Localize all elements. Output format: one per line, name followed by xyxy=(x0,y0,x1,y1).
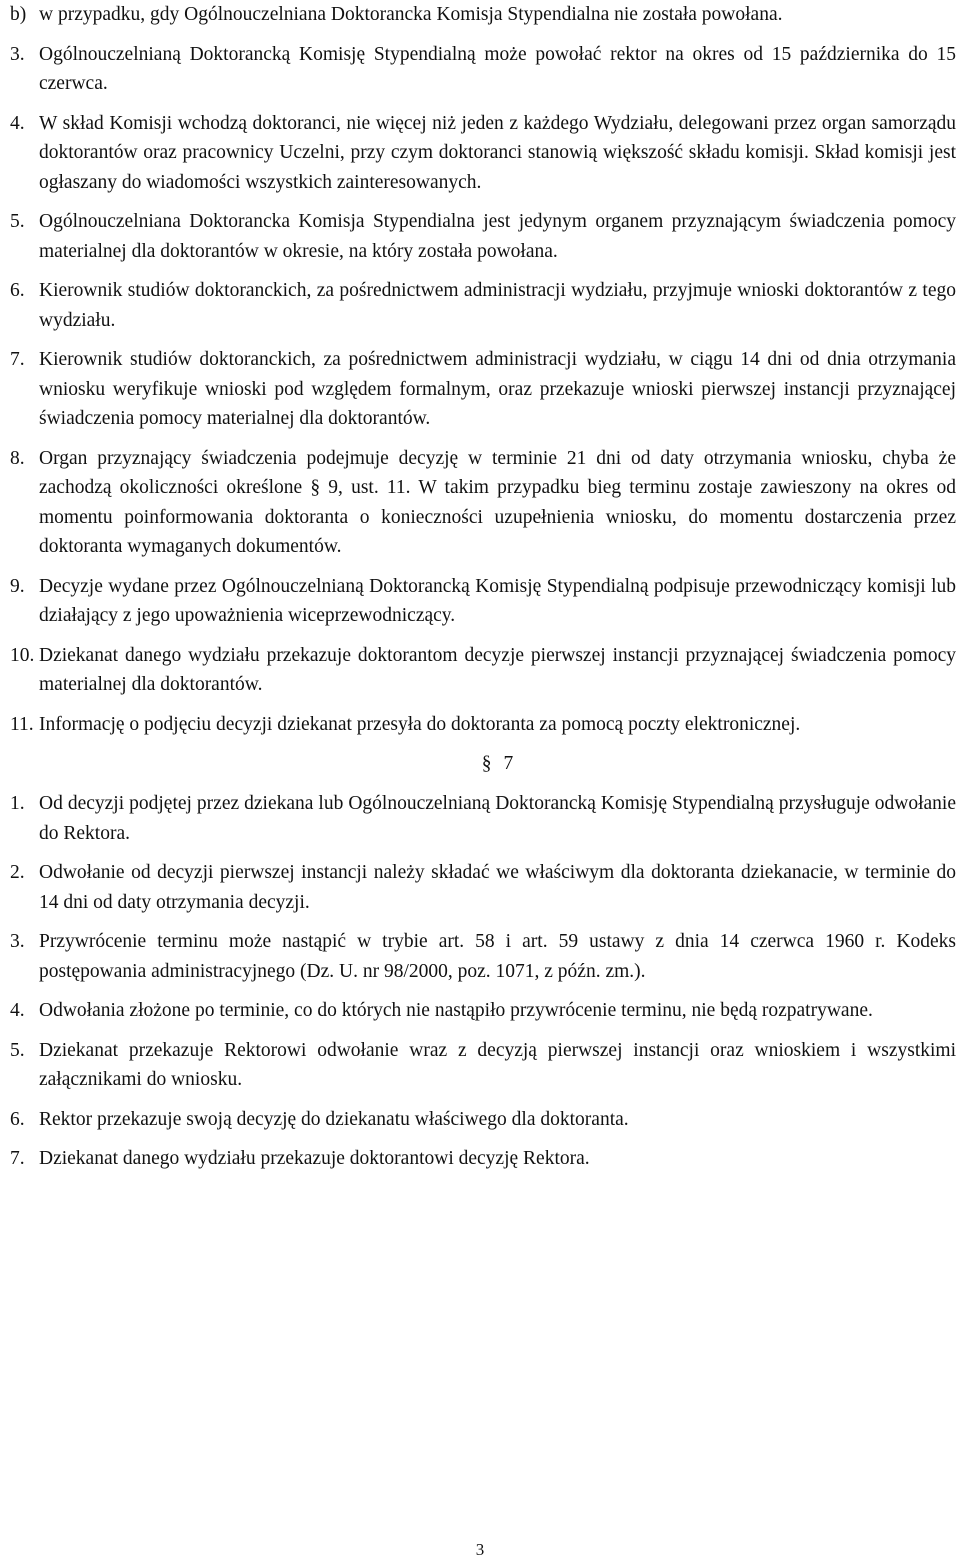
list-item xyxy=(10,444,956,562)
item-text: Ogólnouczelniana Doktorancka Komisja Stypendialna jest jedynym organem przyznającym świadczenia pomocy materialnej dla doktorantów w okresie, na który została powołana. xyxy=(39,211,956,262)
item-text: Kierownik studiów doktoranckich, za pośrednictwem administracji wydziału, w ciągu 14 dni od dnia otrzymania wniosku weryfikuje wnioski pod względem formalnym, oraz przekazuje wnioski pierwszej instancji przyznającej świadczenia pomocy materialnej dla doktorantów. xyxy=(39,349,956,429)
item-text: Przywrócenie terminu może nastąpić w trybie art. 58 i art. 59 ustawy z dnia 14 czerwca 1960 r. Kodeks postępowania administracyjnego (Dz. U. nr 98/2000, poz. 1071, z późn. zm.). xyxy=(39,931,956,982)
item-number: b) xyxy=(10,4,27,25)
item-text: Od decyzji podjętej przez dziekana lub Ogólnouczelnianą Doktorancką Komisję Stypendialną przysługuje odwołanie do Rektora. xyxy=(39,793,956,844)
list-item xyxy=(10,109,956,198)
item-text: Informację o podjęciu decyzji dziekanat przesyła do doktoranta za pomocą poczty elektronicznej. xyxy=(39,713,801,735)
item-number: 9. xyxy=(10,575,25,597)
item-text: Dziekanat danego wydziału przekazuje doktorantowi decyzję Rektora. xyxy=(39,1148,590,1169)
item-number: 4. xyxy=(10,112,25,134)
item-text: W skład Komisji wchodzą doktoranci, nie więcej niż jeden z każdego Wydziału, delegowani przez organ samorządu doktorantów oraz pracownicy Uczelni, przy czym doktoranci stanowią większość składu komisji. Skład komisji jest ogłaszany do wiadomości wszystkich zainteresowanych. xyxy=(39,112,956,193)
item-number: 2. xyxy=(10,862,25,883)
item-number: 5. xyxy=(10,211,25,232)
item-text: Odwołanie od decyzji pierwszej instancji należy składać we właściwym dla doktoranta dziekanacie, w terminie do 14 dni od daty otrzymania decyzji. xyxy=(39,862,956,913)
list-item xyxy=(10,207,956,266)
list-item xyxy=(10,1105,956,1135)
list-item xyxy=(10,927,956,986)
list-item xyxy=(10,276,956,335)
list-item xyxy=(10,572,956,631)
list-item xyxy=(10,858,956,917)
item-number: 8. xyxy=(10,447,25,469)
list-item xyxy=(10,0,956,30)
item-number: 5. xyxy=(10,1039,25,1061)
item-text: Organ przyznający świadczenia podejmuje decyzję w terminie 21 dni od daty otrzymania wniosku, chyba że zachodzą okoliczności określone § 9, ust. 11. W takim przypadku bieg terminu zostaje zawieszony na okres od momentu poinformowania doktoranta o konieczności uzupełnienia wniosku, do momentu dostarczenia przez doktoranta wymaganych dokumentów. xyxy=(39,447,956,557)
page-number: 3 xyxy=(475,1540,485,1559)
list-item xyxy=(10,710,956,740)
item-text: Rektor przekazuje swoją decyzję do dziekanatu właściwego dla doktoranta. xyxy=(39,1108,629,1130)
item-text: Dziekanat danego wydziału przekazuje doktorantom decyzje pierwszej instancji przyznającej świadczenia pomocy materialnej dla doktorantów. xyxy=(39,644,956,695)
item-text: w przypadku, gdy Ogólnouczelniana Doktorancka Komisja Stypendialna nie została powołana. xyxy=(39,4,783,25)
section-symbol: § xyxy=(481,753,492,774)
item-text: Decyzje wydane przez Ogólnouczelnianą Doktorancką Komisję Stypendialną podpisuje przewodniczący komisji lub działający z jego upoważnienia wiceprzewodniczący. xyxy=(39,575,956,626)
item-number: 3. xyxy=(10,931,25,952)
item-text: Odwołania złożone po terminie, co do których nie nastąpiło przywrócenie terminu, nie będą rozpatrywane. xyxy=(39,1000,873,1021)
item-number: 6. xyxy=(10,280,25,301)
list-item xyxy=(10,40,956,99)
section-number: 7 xyxy=(503,753,514,774)
item-number: 11. xyxy=(10,713,34,735)
list-item xyxy=(10,996,956,1026)
list-item xyxy=(10,789,956,848)
item-number: 4. xyxy=(10,1000,25,1021)
section-a-list xyxy=(10,0,956,1184)
item-number: 3. xyxy=(10,43,25,65)
item-number: 7. xyxy=(10,1148,25,1169)
item-text: Ogólnouczelnianą Doktorancką Komisję Stypendialną może powołać rektor na okres od 15 października do 15 czerwca. xyxy=(39,43,956,94)
item-number: 6. xyxy=(10,1108,25,1130)
item-text: Kierownik studiów doktoranckich, za pośrednictwem administracji wydziału, przyjmuje wnioski doktorantów z tego wydziału. xyxy=(39,280,956,331)
item-number: 10. xyxy=(10,644,35,666)
item-text: Dziekanat przekazuje Rektorowi odwołanie wraz z decyzją pierwszej instancji oraz wnioskiem i wszystkimi załącznikami do wniosku. xyxy=(39,1039,956,1090)
list-item xyxy=(10,641,956,700)
item-number: 1. xyxy=(10,793,25,814)
list-item xyxy=(10,345,956,434)
item-number: 7. xyxy=(10,349,25,370)
list-item xyxy=(10,1036,956,1095)
section-heading xyxy=(10,749,956,779)
list-item xyxy=(10,1144,956,1174)
